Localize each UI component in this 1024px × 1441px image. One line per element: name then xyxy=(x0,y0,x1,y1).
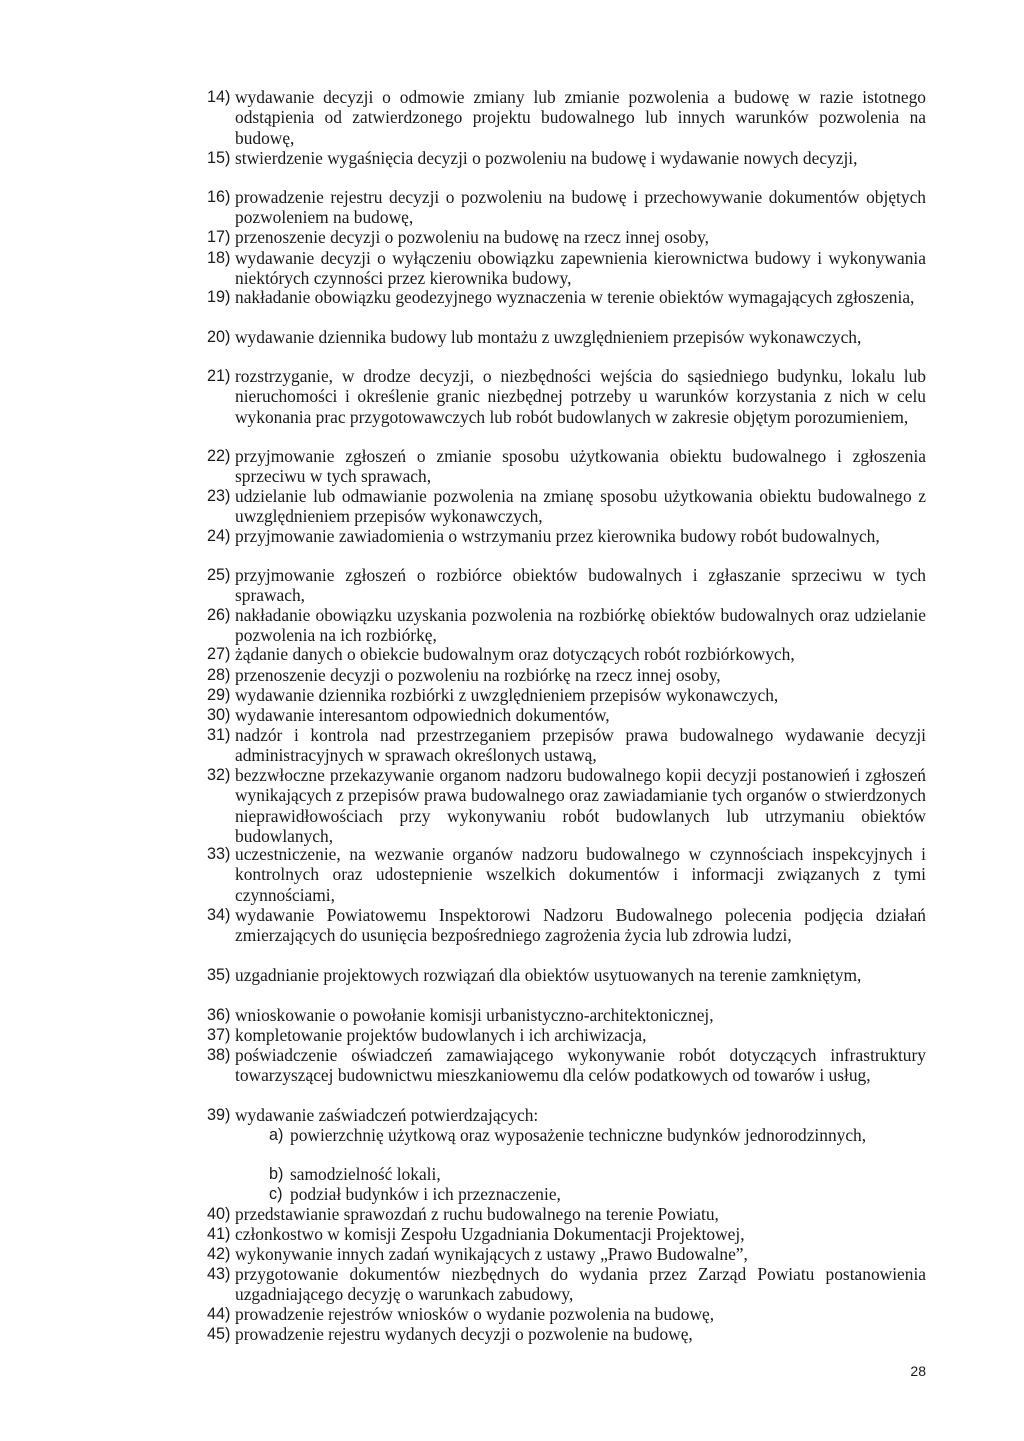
item-text: przedstawianie sprawozdań z ruchu budowalnego na terenie Powiatu, xyxy=(235,1204,719,1224)
item-text: wnioskowanie o powołanie komisji urbanistyczno-architektonicznej, xyxy=(235,1005,714,1025)
item-text: wydawanie dziennika rozbiórki z uwzględnieniem przepisów wykonawczych, xyxy=(235,685,779,705)
item-number: 24) xyxy=(207,527,231,545)
sub-item-letter: a) xyxy=(269,1126,284,1144)
item-number: 40) xyxy=(207,1205,231,1223)
item-number: 38) xyxy=(207,1046,231,1064)
item-number: 15) xyxy=(207,149,231,167)
item-number: 32) xyxy=(207,766,231,784)
item-number: 21) xyxy=(207,367,231,385)
sub-item-letter: b) xyxy=(269,1165,284,1183)
item-text: przenoszenie decyzji o pozwoleniu na budowę na rzecz innej osoby, xyxy=(235,227,710,247)
item-text: wydawanie zaświadczeń potwierdzających: xyxy=(235,1105,539,1125)
item-text: wydawanie decyzji o odmowie zmiany lub zmianie pozwolenia a budowę w razie istotnego odstąpienia od zatwierdzonego projektu budowalnego lub innych warunków pozwolenia na budowę, xyxy=(235,87,926,148)
item-text: nakładanie obowiązku geodezyjnego wyznaczenia w terenie obiektów wymagających zgłoszenia, xyxy=(235,287,915,307)
item-text: poświadczenie oświadczeń zamawiającego wykonywanie robót dotyczących infrastruktury towarzyszącej budownictwu mieszkaniowemu dla celów podatkowych od towarów i usług, xyxy=(235,1045,926,1086)
item-number: 14) xyxy=(207,88,231,106)
item-text: prowadzenie rejestrów wniosków o wydanie pozwolenia na budowę, xyxy=(235,1304,715,1324)
item-text: stwierdzenie wygaśnięcia decyzji o pozwoleniu na budowę i wydawanie nowych decyzji, xyxy=(235,148,858,168)
sub-item-text: podział budynków i ich przeznaczenie, xyxy=(290,1184,561,1204)
item-text: wydawanie dziennika budowy lub montażu z uwzględnieniem przepisów wykonawczych, xyxy=(235,327,862,347)
item-number: 45) xyxy=(207,1325,231,1343)
item-number: 26) xyxy=(207,606,231,624)
item-number: 20) xyxy=(207,328,231,346)
item-number: 39) xyxy=(207,1106,231,1124)
item-number: 44) xyxy=(207,1305,231,1323)
item-text: wydawanie Powiatowemu Inspektorowi Nadzoru Budowalnego polecenia podjęcia działań zmierzających do usunięcia bezpośredniego zagrożenia życia lub zdrowia ludzi, xyxy=(235,905,926,946)
item-number: 35) xyxy=(207,966,231,984)
item-number: 31) xyxy=(207,726,231,744)
item-number: 30) xyxy=(207,706,231,724)
item-text: uczestniczenie, na wezwanie organów nadzoru budowalnego w czynnościach inspekcyjnych i kontrolnych oraz udostepnienie wszelkich dokumentów i informacji związanych z tymi czynnościami, xyxy=(235,844,926,905)
item-text: prowadzenie rejestru decyzji o pozwoleniu na budowę i przechowywanie dokumentów objętych pozwoleniem na budowę, xyxy=(235,187,926,228)
item-text: nadzór i kontrola nad przestrzeganiem przepisów prawa budowalnego wydawanie decyzji administracyjnych w sprawach określonych ustawą, xyxy=(235,725,926,766)
item-number: 19) xyxy=(207,288,231,306)
sub-item-text: samodzielność lokali, xyxy=(290,1164,441,1184)
item-text: udzielanie lub odmawianie pozwolenia na zmianę sposobu użytkowania obiektu budowalnego z uwzględnieniem przepisów wykonawczych, xyxy=(235,486,926,527)
item-number: 16) xyxy=(207,188,231,206)
sub-item-letter: c) xyxy=(269,1185,283,1203)
item-text: rozstrzyganie, w drodze decyzji, o niezbędności wejścia do sąsiedniego budynku, lokalu lub nieruchomości i określenie granic niezbędnej potrzeby u warunków korzystania z nich w celu wykonania prac przygotowawczych lub robót budowlanych w zakresie objętym porozumieniem, xyxy=(235,366,926,427)
item-number: 34) xyxy=(207,906,231,924)
item-number: 43) xyxy=(207,1265,231,1283)
item-text: uzgadnianie projektowych rozwiązań dla obiektów usytuowanych na terenie zamkniętym, xyxy=(235,965,862,985)
item-text: nakładanie obowiązku uzyskania pozwolenia na rozbiórkę obiektów budowalnych oraz udzielanie pozwolenia na ich rozbiórkę, xyxy=(235,605,926,646)
item-number: 23) xyxy=(207,487,231,505)
item-text: wykonywanie innych zadań wynikających z ustawy „Prawo Budowalne”, xyxy=(235,1244,748,1264)
item-text: bezzwłoczne przekazywanie organom nadzoru budowalnego kopii decyzji postanowień i zgłoszeń wynikających z przepisów prawa budowalnego oraz zawiadamianie tych organów o stwierdzonych nieprawidłowościach przy wykonywaniu robót budowlanych lub utrzymaniu obiektów budowlanych, xyxy=(235,765,926,847)
item-number: 22) xyxy=(207,447,231,465)
item-number: 25) xyxy=(207,566,231,584)
item-number: 37) xyxy=(207,1026,231,1044)
item-text: przyjmowanie zgłoszeń o zmianie sposobu użytkowania obiektu budowalnego i zgłoszenia sprzeciwu w tych sprawach, xyxy=(235,446,926,487)
page-number: 28 xyxy=(910,1363,926,1379)
item-number: 17) xyxy=(207,228,231,246)
item-text: prowadzenie rejestru wydanych decyzji o pozwolenie na budowę, xyxy=(235,1324,693,1344)
item-text: członkostwo w komisji Zespołu Uzgadniania Dokumentacji Projektowej, xyxy=(235,1224,745,1244)
item-number: 18) xyxy=(207,249,231,267)
item-number: 36) xyxy=(207,1006,231,1024)
item-text: wydawanie decyzji o wyłączeniu obowiązku zapewnienia kierownictwa budowy i wykonywania niektórych czynności przez kierownika budowy, xyxy=(235,248,926,289)
item-number: 29) xyxy=(207,686,231,704)
item-text: przygotowanie dokumentów niezbędnych do wydania przez Zarząd Powiatu postanowienia uzgadniającego decyzję o warunkach zabudowy, xyxy=(235,1264,926,1305)
item-number: 41) xyxy=(207,1225,231,1243)
item-text: przenoszenie decyzji o pozwoleniu na rozbiórkę na rzecz innej osoby, xyxy=(235,665,721,685)
sub-item-text: powierzchnię użytkową oraz wyposażenie techniczne budynków jednorodzinnych, xyxy=(290,1125,867,1145)
item-number: 33) xyxy=(207,845,231,863)
item-number: 28) xyxy=(207,666,231,684)
item-number: 42) xyxy=(207,1245,231,1263)
item-number: 27) xyxy=(207,645,231,663)
item-text: kompletowanie projektów budowlanych i ich archiwizacja, xyxy=(235,1025,647,1045)
item-text: przyjmowanie zgłoszeń o rozbiórce obiektów budowalnych i zgłaszanie sprzeciwu w tych sprawach, xyxy=(235,565,926,606)
item-text: wydawanie interesantom odpowiednich dokumentów, xyxy=(235,705,610,725)
item-text: żądanie danych o obiekcie budowalnym oraz dotyczących robót rozbiórkowych, xyxy=(235,644,795,664)
item-text: przyjmowanie zawiadomienia o wstrzymaniu przez kierownika budowy robót budowalnych, xyxy=(235,526,880,546)
